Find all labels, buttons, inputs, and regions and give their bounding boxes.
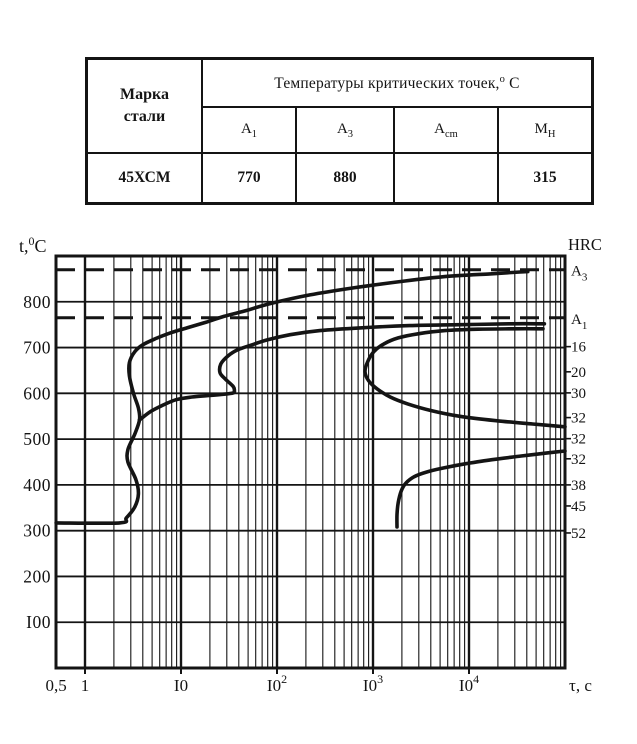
right-axis-label: 30 (571, 385, 586, 402)
a3-symbol: А (336, 120, 348, 137)
right-axis-label: 45 (571, 498, 586, 515)
critical-points-table (85, 57, 594, 205)
acm-value (394, 153, 498, 204)
curve-bainite-curve (397, 451, 565, 527)
group-header-cell (202, 59, 593, 108)
a3-subscript: 3 (347, 128, 354, 140)
column-header-mn (498, 107, 593, 153)
mn-subscript: Н (547, 128, 556, 140)
mn-symbol: М (534, 120, 548, 137)
a1-value: 770 (202, 153, 296, 204)
column-header-a1 (202, 107, 296, 153)
right-axis-label: 16 (571, 339, 586, 356)
y-tick-label: 200 (23, 566, 51, 587)
y-tick-label: 600 (23, 383, 51, 404)
curve-transformation-finish (140, 324, 545, 420)
right-axis-label: 32 (571, 410, 586, 427)
a3-value: 880 (296, 153, 394, 204)
right-axis-label: 32 (571, 431, 586, 448)
right-axis-title: HRC (568, 235, 602, 254)
acm-subscript: cm (445, 128, 458, 140)
grade-header-cell: Марка стали (87, 59, 203, 154)
mn-value: 315 (498, 153, 593, 204)
x-tick-label: 1 (80, 676, 90, 695)
column-header-acm (394, 107, 498, 153)
y-tick-label: 300 (23, 520, 51, 541)
right-axis-label: 20 (571, 364, 586, 381)
x-tick-label: I0 (173, 676, 189, 695)
right-axis-label: $A_1$ (571, 312, 588, 333)
x-tick-label: $I0^2$ (266, 672, 288, 695)
acm-symbol: А (434, 120, 445, 137)
x-tick-label: 0,5 (45, 676, 67, 695)
a1-subscript: 1 (251, 128, 258, 140)
right-axis-label: 52 (571, 525, 586, 542)
column-header-a3 (296, 107, 394, 153)
y-tick-label: 700 (23, 337, 51, 358)
y-axis-title: t,$^0$C (19, 234, 47, 256)
steel-grade-value: 45ХСМ (87, 153, 203, 204)
right-axis-label: $A_3$ (571, 263, 588, 284)
ttt-chart-canvas (0, 225, 637, 730)
y-tick-label: I00 (26, 612, 51, 633)
ttt-diagram (0, 225, 637, 730)
x-axis-title: τ, с (569, 676, 592, 695)
degree-sup: о (499, 73, 506, 85)
y-tick-label: 800 (23, 291, 51, 312)
a1-symbol: А (240, 120, 252, 137)
y-tick-label: 400 (23, 474, 51, 495)
y-tick-label: 500 (23, 429, 51, 450)
group-header-text: Температуры критических точек, (274, 74, 500, 92)
x-tick-label: $I0^3$ (362, 672, 384, 695)
right-axis-label: 32 (571, 451, 586, 468)
right-axis-label: 38 (571, 477, 586, 494)
x-tick-label: $I0^4$ (458, 672, 480, 695)
group-header-unit: С (505, 74, 520, 92)
